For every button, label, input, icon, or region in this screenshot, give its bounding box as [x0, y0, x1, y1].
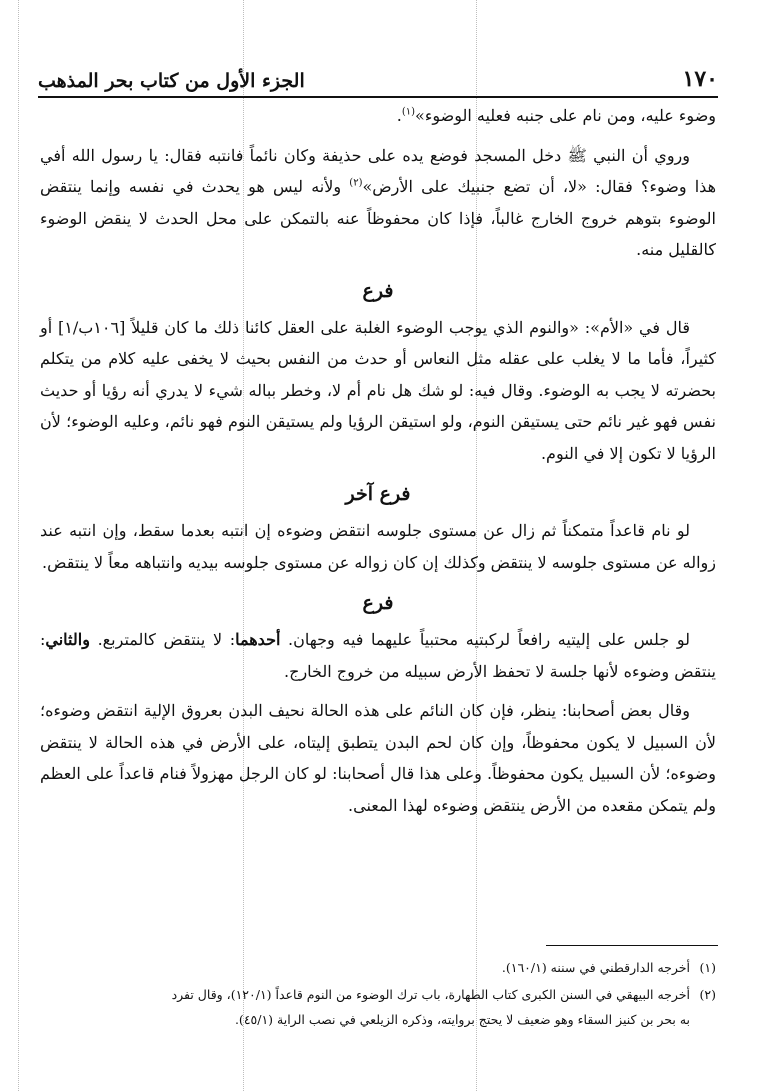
section-heading: فرع آخر — [345, 483, 411, 505]
main-text — [40, 100, 716, 829]
page-number: ١٧٠ — [682, 66, 718, 92]
footnote-1 — [40, 955, 716, 980]
footnote-2 — [40, 982, 716, 1032]
seated-sleep-paragraph: لو نام قاعداً متمكناً ثم زال عن مستوى جلوسه انتقض وضوءه إن انتبه بعدما سقط، وإن انتبه عند زواله عن مستوى جلوسه لا ينتقض وكذلك إن كان زواله عن مستوى جلوسه بيديه وانتباهه معاً لا ينتقض. — [40, 521, 716, 572]
footnote-separator — [546, 945, 718, 946]
hadith-paragraph — [40, 140, 716, 266]
footnote-number: (١) — [699, 960, 716, 975]
footnote-number: (٢) — [699, 987, 716, 1002]
companions-paragraph: وقال بعض أصحابنا: ينظر، فإن كان النائم على هذه الحالة نحيف البدن بعروق الإلية انتقض وضوءه؛ لأن السبيل لا يكون محفوظاً، وإن كان لحم البدن يتطبق إليتاه، على الأرض في هذه الحالة لا ينتقض وضوءه؛ لأن السبيل يكون محفوظاً. وعلى هذا قال أصحابنا: لو كان الرجل مهزولاً فنام قاعداً على العظم ولم يتمكن مقعده من الأرض ينتقض وضوءه لهذا المعنى. — [40, 701, 716, 815]
section-heading: فرع — [362, 592, 394, 614]
footnote-ref-1: (١) — [401, 106, 416, 118]
sleep-ruling-paragraph: قال في «الأم»: «والنوم الذي يوجب الوضوء الغلبة على العقل كائنا ذلك ما كان قليلاً [١٠٦ب/١] أو كثيراً، فأما ما لا يغلب على عقله مثل النعاس أو حدث من النفس بحيث لا يخفى عليه كلام من يتكلم بحضرته لا يجب به الوضوء. وقال فيه: لو شك هل نام أم لا، وخطر بباله شيء لا يدري أنه رؤيا أو حديث نفس فهو غير نائم حتى يستيقن النوم، ولو استيقن الرؤيا ولم يستيقن النوم فهو نائم، وعليه الوضوء؛ لأن الرؤيا لا تكون إلا في النوم. — [40, 317, 717, 463]
footnote-text-cont: به بحر بن كنيز السقاء وهو ضعيف لا يحتج بروايته، وذكره الزيلعي في نصب الراية (٤٥/١). — [234, 1012, 690, 1027]
footnote-ref-2: (٢) — [349, 177, 363, 189]
intro-paragraph — [40, 100, 716, 132]
section-heading: فرع — [362, 279, 394, 302]
second-view-text: : ينتقض وضوءه لأنها جلسة لا تحفظ الأرض سبيله من خروج الخارج. — [40, 630, 716, 681]
footnote-text: أخرجه البيهقي في السنن الكبرى كتاب الطهارة، باب ترك الوضوء من النوم قاعداً (١٢٠/١)، وقال تفرد — [171, 987, 690, 1002]
intro-text: وضوء عليه، ومن نام على جنبه فعليه الوضوء» — [415, 106, 716, 125]
footnotes — [40, 955, 716, 1034]
first-view-text: : لا ينتقض كالمتربع. — [89, 630, 236, 649]
page-header — [38, 52, 718, 98]
two-views-text: لو جلس على إليتيه رافعاً لركبتيه محتبياً عليهما فيه وجهان. — [280, 630, 690, 649]
scan-edge-line — [18, 0, 19, 1091]
two-views-paragraph — [40, 624, 716, 687]
hadith-text: وروي أن النبي ﷺ دخل المسجد فوضع يده على حذيفة وكان نائماً فانتبه فقال: يا رسول الله أفي هذا وضوء؟ فقال: «لا، أن تضع جنبيك على الأرض» — [40, 145, 716, 196]
running-title: الجزء الأول من كتاب بحر المذهب — [38, 70, 305, 92]
second-view-label: والثاني — [45, 630, 90, 649]
first-view-label: أحدهما — [235, 630, 281, 649]
hadith-text-cont: ولأنه ليس هو يحدث في نفسه وإنما ينتقض الوضوء بتوهم خروج الخارج غالباً، فإذا كان محفوظاً عنه بالتمكن على محل الحدث لا ينقض الوضوء كالقليل منه. — [40, 177, 716, 259]
intro-end: . — [396, 106, 402, 125]
footnote-text: أخرجه الدارقطني في سننه (١٦٠/١). — [501, 960, 690, 975]
